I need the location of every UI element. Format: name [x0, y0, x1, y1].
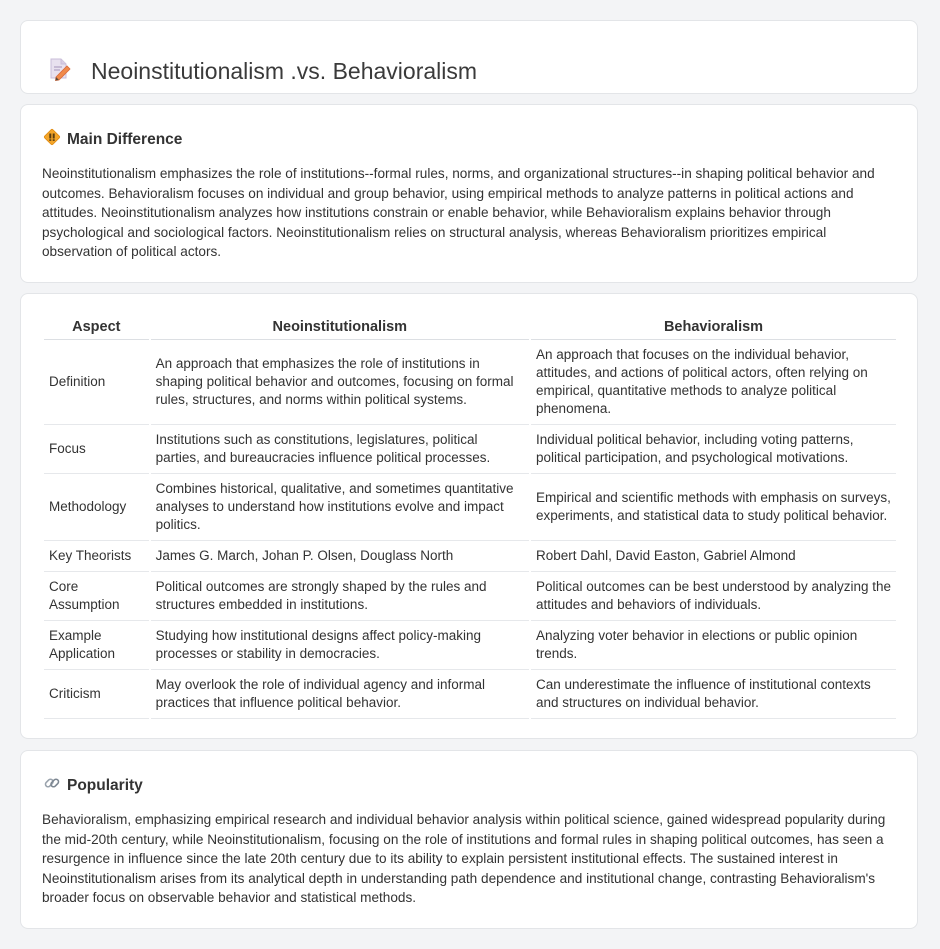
neo-cell: May overlook the role of individual agency and informal practices that influence political behavior. [151, 670, 529, 719]
title-row [47, 43, 477, 101]
aspect-cell: Core Assumption [44, 572, 149, 621]
page-title: Neoinstitutionalism .vs. Behavioralism [91, 58, 478, 85]
beh-cell: Empirical and scientific methods with emphasis on surveys, experiments, and statistical data to study political behavior. [531, 474, 896, 541]
table-header-row [44, 314, 896, 340]
aspect-cell: Example Application [44, 621, 149, 670]
table-row [44, 541, 896, 572]
table-row [44, 572, 896, 621]
title-card [20, 20, 918, 94]
aspect-cell: Focus [44, 425, 149, 474]
header-aspect: Aspect [44, 314, 149, 340]
popularity-card [20, 750, 918, 929]
table-row [44, 425, 896, 474]
main-difference-text: Neoinstitutionalism emphasizes the role of institutions--formal rules, norms, and organizational structures--in shaping political behavior and outcomes. Behavioralism focuses on individual and group behavior, using empirical methods to analyze patterns in political actions and attitudes. Neoinstitutionalism analyzes how institutions constrain or enable behavior, while Behavioralism explains behavior through psychological and sociological factors. Neoinstitutionalism relies on structural analysis, whereas Behavioralism prioritizes empirical observation of political actors. [42, 166, 875, 259]
beh-cell: Robert Dahl, David Easton, Gabriel Almond [531, 541, 896, 572]
document-pencil-icon [47, 57, 71, 86]
comparison-card [20, 293, 918, 739]
popularity-heading: Popularity [67, 776, 143, 794]
main-difference-header [43, 128, 182, 151]
neo-cell: Institutions such as constitutions, legislatures, political parties, and bureaucracies influence political processes. [151, 425, 529, 474]
neo-cell: Studying how institutional designs affect policy-making processes or stability in democracies. [151, 621, 529, 670]
popularity-header [43, 774, 143, 797]
aspect-cell: Methodology [44, 474, 149, 541]
comparison-table [42, 314, 898, 719]
link-icon [43, 774, 61, 797]
beh-cell: Can underestimate the influence of institutional contexts and structures on individual behavior. [531, 670, 896, 719]
aspect-cell: Criticism [44, 670, 149, 719]
table-row [44, 621, 896, 670]
neo-cell: An approach that emphasizes the role of institutions in shaping political behavior and outcomes, focusing on formal rules, structures, and norms within political systems. [151, 340, 529, 425]
aspect-cell: Definition [44, 340, 149, 425]
beh-cell: Analyzing voter behavior in elections or public opinion trends. [531, 621, 896, 670]
neo-cell: James G. March, Johan P. Olsen, Douglass North [151, 541, 529, 572]
table-row [44, 474, 896, 541]
neo-cell: Political outcomes are strongly shaped by the rules and structures embedded in institutions. [151, 572, 529, 621]
neo-cell: Combines historical, qualitative, and sometimes quantitative analyses to understand how institutions evolve and impact politics. [151, 474, 529, 541]
table-row [44, 340, 896, 425]
popularity-text: Behavioralism, emphasizing empirical research and individual behavior analysis within political science, gained widespread popularity during the mid-20th century, while Neoinstitutionalism, focusing on the role of institutions and formal rules in shaping political outcomes, has seen a resurgence in influence since the late 20th century due to its ability to explain persistent institutional effects. The sustained interest in Neoinstitutionalism arises from its analytical depth in understanding path dependence and institutional change, contrasting Behavioralism's broader focus on observable behavior and statistical methods. [42, 812, 886, 905]
beh-cell: Individual political behavior, including voting patterns, political participation, and psychological motivations. [531, 425, 896, 474]
beh-cell: An approach that focuses on the individual behavior, attitudes, and actions of political actors, often relying on empirical, quantitative methods to analyze political phenomena. [531, 340, 896, 425]
header-neoinstitutionalism: Neoinstitutionalism [151, 314, 529, 340]
table-row [44, 670, 896, 719]
aspect-cell: Key Theorists [44, 541, 149, 572]
diamond-warning-icon [43, 128, 61, 151]
main-difference-heading: Main Difference [67, 130, 183, 148]
beh-cell: Political outcomes can be best understood by analyzing the attitudes and behaviors of individuals. [531, 572, 896, 621]
main-difference-card [20, 104, 918, 283]
header-behavioralism: Behavioralism [531, 314, 896, 340]
